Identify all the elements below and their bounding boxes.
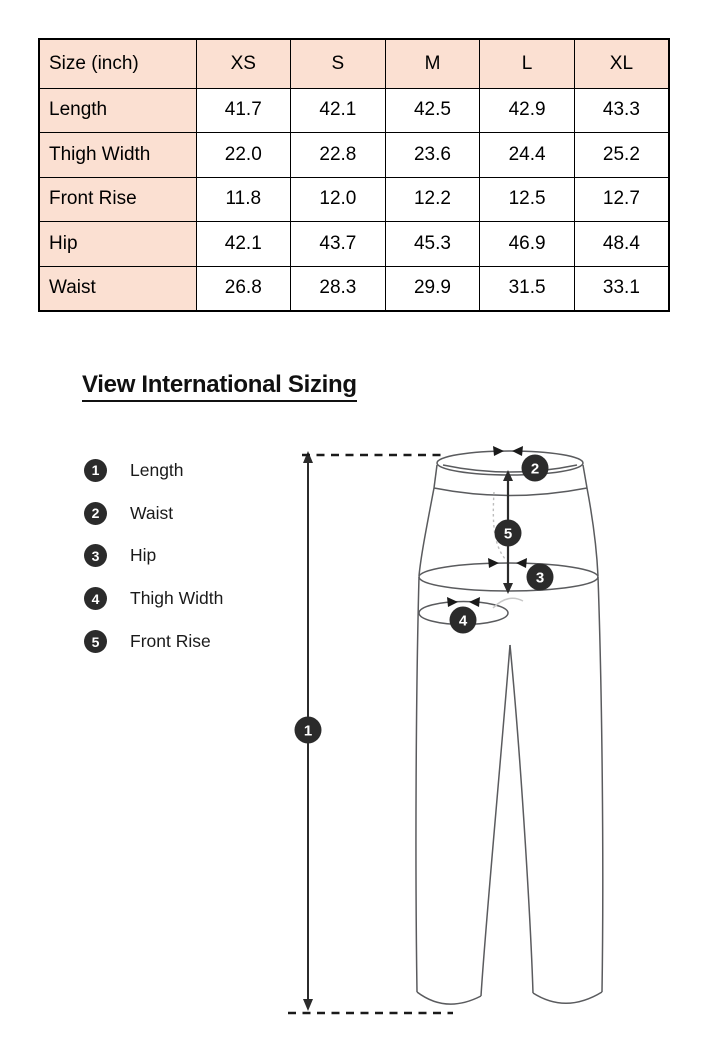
svg-text:1: 1 bbox=[303, 722, 313, 740]
svg-text:4: 4 bbox=[458, 612, 468, 630]
number-badge-4: 4 bbox=[84, 587, 107, 610]
measurement-cell: 45.3 bbox=[385, 222, 480, 267]
legend-label: Hip bbox=[130, 545, 157, 566]
measurement-cell: 33.1 bbox=[574, 266, 669, 311]
number-badge-2: 2 bbox=[84, 502, 107, 525]
number-badge-3: 3 bbox=[84, 544, 107, 567]
measurement-cell: 42.1 bbox=[196, 222, 291, 267]
measurement-cell: 24.4 bbox=[480, 133, 575, 178]
table-row-length bbox=[39, 88, 669, 133]
table-row-hip bbox=[39, 222, 669, 267]
measurement-cell: 11.8 bbox=[196, 177, 291, 222]
table-row-front-rise bbox=[39, 177, 669, 222]
measurement-cell: 22.8 bbox=[291, 133, 386, 178]
measurement-cell: 26.8 bbox=[196, 266, 291, 311]
number-badge-5: 5 bbox=[84, 630, 107, 653]
measurement-cell: 12.2 bbox=[385, 177, 480, 222]
measurement-cell: 23.6 bbox=[385, 133, 480, 178]
size-header-xs: XS bbox=[196, 39, 291, 88]
measurement-cell: 46.9 bbox=[480, 222, 575, 267]
measurement-cell: 22.0 bbox=[196, 133, 291, 178]
legend-item-waist bbox=[84, 492, 223, 535]
size-header-m: M bbox=[385, 39, 480, 88]
legend-label: Front Rise bbox=[130, 631, 211, 652]
number-badge-1: 1 bbox=[84, 459, 107, 482]
legend-item-hip bbox=[84, 535, 223, 578]
table-row-thigh-width bbox=[39, 133, 669, 178]
measurement-cell: 28.3 bbox=[291, 266, 386, 311]
measurement-cell: 42.9 bbox=[480, 88, 575, 133]
size-header-l: L bbox=[480, 39, 575, 88]
row-label: Thigh Width bbox=[39, 133, 196, 178]
legend-label: Thigh Width bbox=[130, 588, 224, 609]
size-header-xl: XL bbox=[574, 39, 669, 88]
measurement-legend bbox=[84, 449, 223, 663]
size-unit-header: Size (inch) bbox=[39, 39, 196, 88]
svg-text:2: 2 bbox=[530, 460, 540, 478]
view-international-sizing-link[interactable]: View International Sizing bbox=[82, 371, 357, 402]
table-row-waist bbox=[39, 266, 669, 311]
size-table-header-row bbox=[39, 39, 669, 88]
measurement-cell: 12.7 bbox=[574, 177, 669, 222]
svg-text:5: 5 bbox=[503, 525, 513, 543]
row-label: Hip bbox=[39, 222, 196, 267]
pants-measurement-diagram bbox=[280, 430, 700, 1036]
size-chart-table bbox=[38, 38, 670, 312]
measurement-cell: 43.3 bbox=[574, 88, 669, 133]
measurement-cell: 42.1 bbox=[291, 88, 386, 133]
row-label: Waist bbox=[39, 266, 196, 311]
legend-item-thigh-width bbox=[84, 577, 223, 620]
legend-item-length bbox=[84, 449, 223, 492]
legend-label: Waist bbox=[130, 502, 174, 523]
measurement-cell: 31.5 bbox=[480, 266, 575, 311]
measurement-cell: 25.2 bbox=[574, 133, 669, 178]
measurement-cell: 12.0 bbox=[291, 177, 386, 222]
size-header-s: S bbox=[291, 39, 386, 88]
measurement-cell: 41.7 bbox=[196, 88, 291, 133]
measurement-cell: 43.7 bbox=[291, 222, 386, 267]
measurement-cell: 29.9 bbox=[385, 266, 480, 311]
diagram-marker-1 bbox=[295, 717, 322, 744]
measurement-cell: 48.4 bbox=[574, 222, 669, 267]
row-label: Front Rise bbox=[39, 177, 196, 222]
svg-text:3: 3 bbox=[535, 569, 545, 587]
legend-label: Length bbox=[130, 459, 184, 480]
diagram-marker-3 bbox=[527, 564, 554, 591]
measurement-cell: 42.5 bbox=[385, 88, 480, 133]
measurement-cell: 12.5 bbox=[480, 177, 575, 222]
diagram-marker-5 bbox=[495, 520, 522, 547]
legend-item-front-rise bbox=[84, 620, 223, 663]
diagram-marker-2 bbox=[522, 455, 549, 482]
row-label: Length bbox=[39, 88, 196, 133]
diagram-marker-4 bbox=[450, 607, 477, 634]
